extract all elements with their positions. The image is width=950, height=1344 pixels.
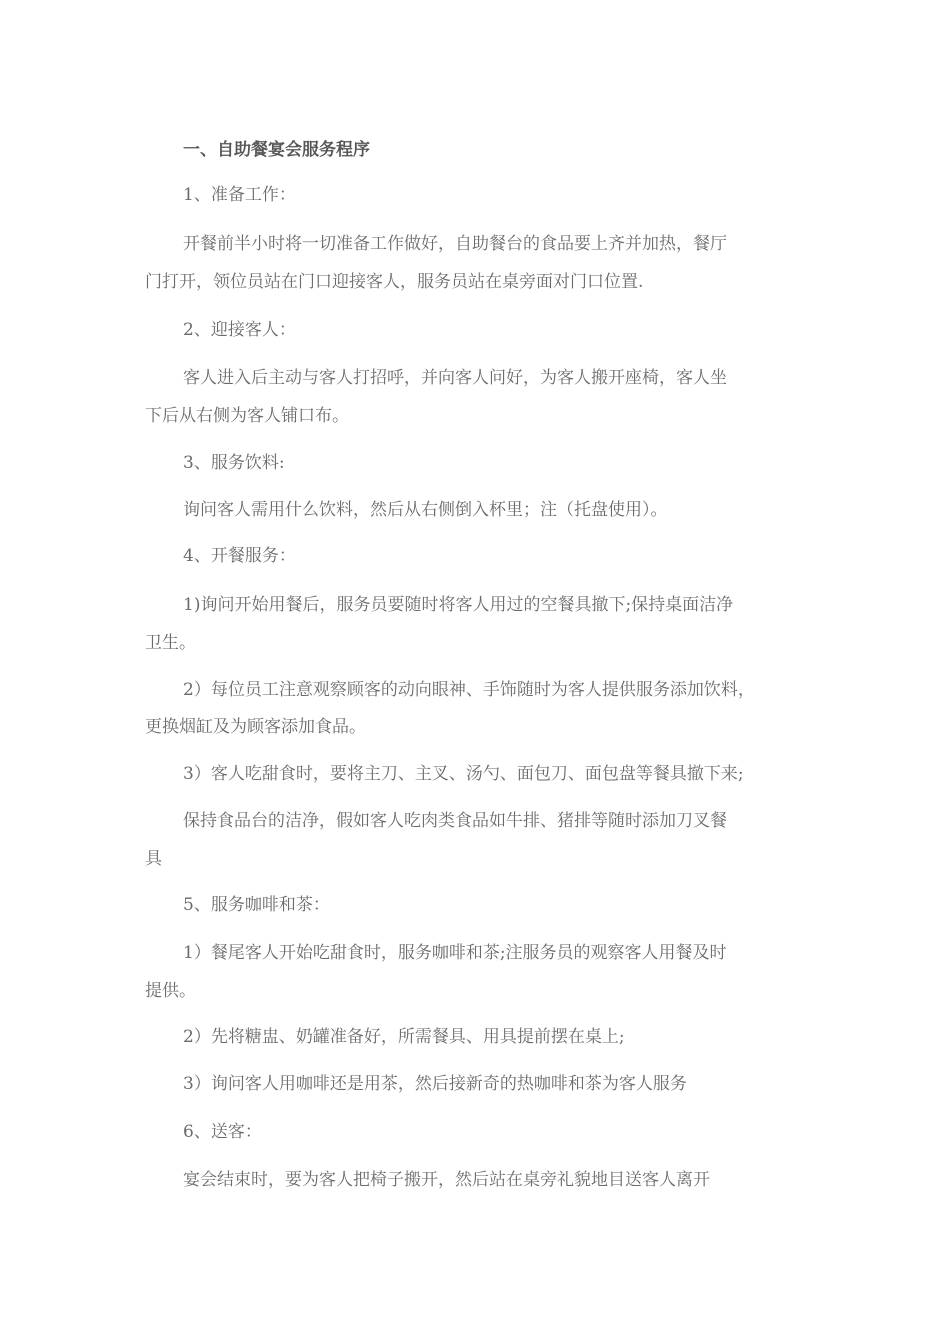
- paragraph-line: 卫生。: [145, 633, 196, 653]
- paragraph-line: 2）每位员工注意观察顾客的动向眼神、手饰随时为客人提供服务添加饮料，: [183, 680, 755, 700]
- document-title: 一、自助餐宴会服务程序: [183, 140, 370, 160]
- section-heading: 1、准备工作：: [183, 185, 296, 205]
- paragraph-line: 开餐前半小时将一切准备工作做好，自助餐台的食品要上齐并加热，餐厅: [183, 234, 727, 254]
- section-heading: 4、开餐服务：: [183, 546, 296, 566]
- paragraph-line: 保持食品台的洁净，假如客人吃肉类食品如牛排、猪排等随时添加刀叉餐: [183, 811, 727, 831]
- section-heading: 3、服务饮料:: [183, 453, 285, 473]
- paragraph-line: 1)询问开始用餐后，服务员要随时将客人用过的空餐具撤下;保持桌面洁净: [183, 595, 734, 615]
- paragraph-line: 1）餐尾客人开始吃甜食时，服务咖啡和茶;注服务员的观察客人用餐及时: [183, 943, 727, 963]
- paragraph-line: 门打开，领位员站在门口迎接客人，服务员站在桌旁面对门口位置.: [145, 272, 644, 292]
- paragraph-line: 宴会结束时，要为客人把椅子搬开，然后站在桌旁礼貌地目送客人离开: [183, 1170, 710, 1190]
- section-heading: 6、送客：: [183, 1122, 262, 1142]
- paragraph-line: 3）询问客人用咖啡还是用茶，然后接新奇的热咖啡和茶为客人服务: [183, 1074, 687, 1094]
- section-heading: 5、服务咖啡和茶：: [183, 895, 330, 915]
- paragraph-line: 询问客人需用什么饮料，然后从右侧倒入杯里；注（托盘使用）。: [183, 500, 668, 520]
- paragraph-line: 2）先将糖盅、奶罐准备好，所需餐具、用具提前摆在桌上;: [183, 1027, 625, 1047]
- section-heading: 2、迎接客人：: [183, 320, 296, 340]
- paragraph-line: 具: [145, 849, 162, 869]
- paragraph-line: 客人进入后主动与客人打招呼，并向客人问好，为客人搬开座椅，客人坐: [183, 368, 727, 388]
- paragraph-line: 提供。: [145, 981, 196, 1001]
- paragraph-line: 下后从右侧为客人铺口布。: [145, 406, 349, 426]
- paragraph-line: 3）客人吃甜食时，要将主刀、主叉、汤勺、面包刀、面包盘等餐具撤下来;: [183, 764, 744, 784]
- paragraph-line: 更换烟缸及为顾客添加食品。: [145, 717, 366, 737]
